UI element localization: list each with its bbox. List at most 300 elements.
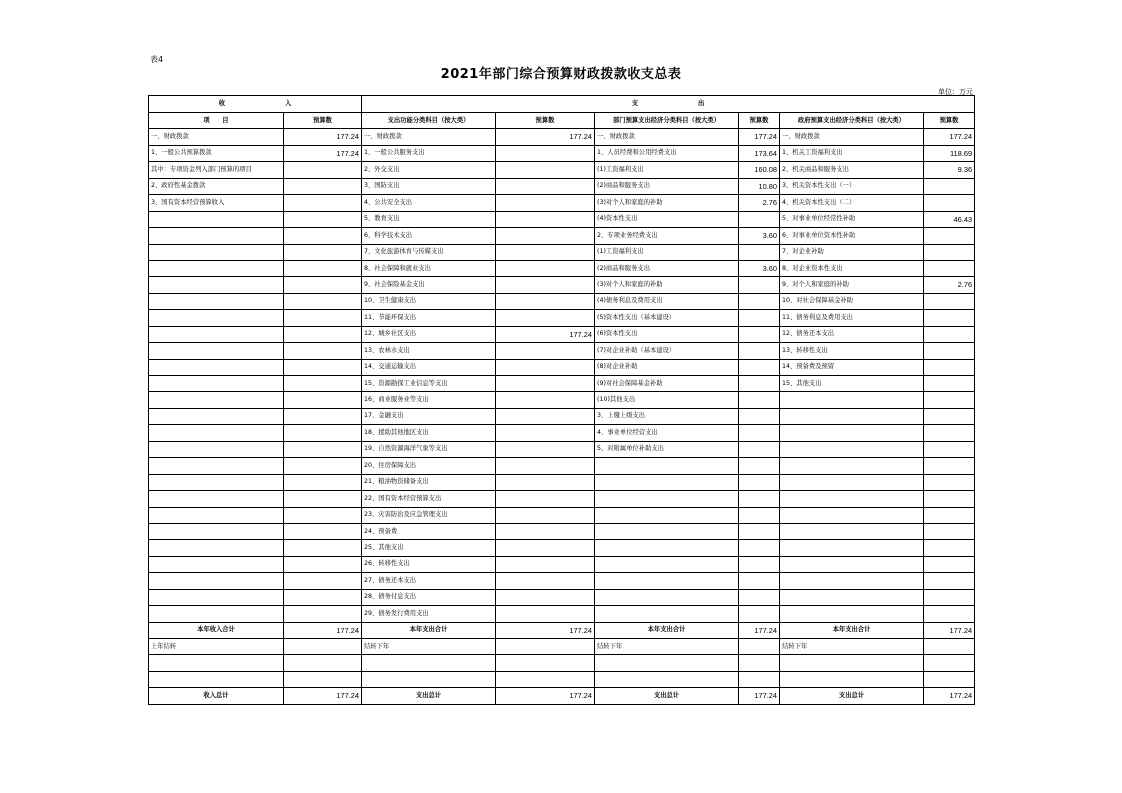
- page-title: 2021年部门综合预算财政拨款收支总表: [440, 67, 682, 82]
- income-item-cell: [149, 474, 284, 490]
- function-amount-cell: [496, 441, 595, 457]
- function-amount-cell: [496, 606, 595, 622]
- function-amount-cell: [496, 655, 595, 671]
- gov-econ-item-cell: [780, 441, 924, 457]
- income-amount-cell: [284, 211, 362, 227]
- gov-econ-item-cell: [780, 589, 924, 605]
- dept-econ-item-cell: [595, 606, 739, 622]
- dept-econ-amount-cell: [739, 589, 780, 605]
- function-amount-cell: [496, 589, 595, 605]
- gov-econ-item-cell: 2、机关商品和服务支出: [780, 162, 924, 178]
- income-amount-cell: [284, 573, 362, 589]
- income-item-cell: [149, 228, 284, 244]
- dept-econ-amount-cell: 160.08: [739, 162, 780, 178]
- gov-econ-item-cell: 13、转移性支出: [780, 343, 924, 359]
- table-row: [149, 589, 975, 605]
- function-amount-cell: [496, 523, 595, 539]
- income-item-cell: [149, 491, 284, 507]
- function-amount-cell: [496, 540, 595, 556]
- dept-econ-amount-cell: 3.60: [739, 228, 780, 244]
- dept-econ-amount-cell: [739, 293, 780, 309]
- group-header-row: [149, 96, 975, 113]
- income-amount-cell: [284, 556, 362, 572]
- table-tag: 表4: [150, 55, 164, 64]
- function-amount-cell: [496, 556, 595, 572]
- gov-econ-amount-cell: [924, 523, 975, 539]
- income-amount-cell: [284, 228, 362, 244]
- function-amount-cell: [496, 343, 595, 359]
- income-item-cell: 3、国有资本经营预算收入: [149, 195, 284, 211]
- dept-econ-amount-cell: [739, 639, 780, 655]
- income-amount-cell: [284, 310, 362, 326]
- function-amount-cell: [496, 162, 595, 178]
- dept-econ-amount-cell: 3.60: [739, 260, 780, 276]
- dept-econ-amount-cell: [739, 458, 780, 474]
- table-row: [149, 244, 975, 260]
- dept-econ-amount-cell: [739, 326, 780, 342]
- income-item-cell: 一、财政拨款: [149, 129, 284, 145]
- column-header: 预算数: [739, 113, 780, 129]
- gov-econ-amount-cell: [924, 293, 975, 309]
- gov-econ-amount-cell: [924, 343, 975, 359]
- income-amount-cell: 177.24: [284, 688, 362, 704]
- dept-econ-item-cell: [595, 507, 739, 523]
- dept-econ-item-cell: (4)债务利息及费用支出: [595, 293, 739, 309]
- gov-econ-item-cell: 15、其他支出: [780, 376, 924, 392]
- dept-econ-amount-cell: 177.24: [739, 129, 780, 145]
- table-row: [149, 343, 975, 359]
- function-amount-cell: [496, 639, 595, 655]
- dept-econ-item-cell: (6)资本性支出: [595, 326, 739, 342]
- function-amount-cell: 177.24: [496, 129, 595, 145]
- income-amount-cell: [284, 507, 362, 523]
- gov-econ-amount-cell: [924, 540, 975, 556]
- gov-econ-amount-cell: [924, 260, 975, 276]
- income-item-cell: [149, 244, 284, 260]
- function-item-cell: 18、援助其他地区支出: [362, 425, 496, 441]
- function-item-cell: 26、转移性支出: [362, 556, 496, 572]
- dept-econ-item-cell: 一、财政拨款: [595, 129, 739, 145]
- column-header: 预算数: [924, 113, 975, 129]
- table-row: [149, 606, 975, 622]
- income-amount-cell: 177.24: [284, 622, 362, 638]
- income-item-cell: 收入总计: [149, 688, 284, 704]
- dept-econ-amount-cell: [739, 540, 780, 556]
- table-row: [149, 523, 975, 539]
- gov-econ-item-cell: [780, 458, 924, 474]
- dept-econ-amount-cell: [739, 244, 780, 260]
- income-group-header: [149, 96, 362, 113]
- gov-econ-amount-cell: 177.24: [924, 688, 975, 704]
- gov-econ-amount-cell: [924, 671, 975, 687]
- gov-econ-item-cell: 7、对企业补助: [780, 244, 924, 260]
- function-item-cell: 22、国有资本经营预算支出: [362, 491, 496, 507]
- dept-econ-item-cell: 1、人员经费和公用经费支出: [595, 145, 739, 161]
- gov-econ-item-cell: 支出总计: [780, 688, 924, 704]
- gov-econ-item-cell: [780, 556, 924, 572]
- income-item-cell: [149, 293, 284, 309]
- income-item-cell: 其中：专项资金列入部门预算的项目: [149, 162, 284, 178]
- column-header: 支出功能分类科目（按大类）: [362, 113, 496, 129]
- dept-econ-amount-cell: [739, 491, 780, 507]
- gov-econ-item-cell: 结转下年: [780, 639, 924, 655]
- income-amount-cell: [284, 441, 362, 457]
- function-amount-cell: [496, 671, 595, 687]
- income-item-cell: [149, 408, 284, 424]
- dept-econ-item-cell: [595, 655, 739, 671]
- budget-table: [148, 95, 975, 705]
- dept-econ-item-cell: (1)工资福利支出: [595, 244, 739, 260]
- income-amount-cell: [284, 392, 362, 408]
- table-row: [149, 556, 975, 572]
- income-item-cell: [149, 671, 284, 687]
- gov-econ-amount-cell: 46.43: [924, 211, 975, 227]
- function-item-cell: 12、城乡社区支出: [362, 326, 496, 342]
- dept-econ-item-cell: (4)资本性支出: [595, 211, 739, 227]
- income-item-cell: 2、政府性基金拨款: [149, 178, 284, 194]
- grand-total-row: [149, 688, 975, 704]
- income-amount-cell: [284, 458, 362, 474]
- gov-econ-amount-cell: [924, 392, 975, 408]
- function-item-cell: 1、一般公共服务支出: [362, 145, 496, 161]
- gov-econ-item-cell: 5、对事业单位经常性补助: [780, 211, 924, 227]
- gov-econ-amount-cell: [924, 556, 975, 572]
- dept-econ-item-cell: [595, 491, 739, 507]
- income-item-cell: [149, 556, 284, 572]
- gov-econ-amount-cell: [924, 228, 975, 244]
- gov-econ-amount-cell: [924, 310, 975, 326]
- income-amount-cell: [284, 293, 362, 309]
- dept-econ-item-cell: (2)商品和服务支出: [595, 178, 739, 194]
- gov-econ-amount-cell: 2.76: [924, 277, 975, 293]
- function-amount-cell: [496, 408, 595, 424]
- dept-econ-item-cell: 支出总计: [595, 688, 739, 704]
- income-item-cell: [149, 343, 284, 359]
- function-amount-cell: [496, 178, 595, 194]
- table-row: [149, 211, 975, 227]
- gov-econ-item-cell: 1、机关工资福利支出: [780, 145, 924, 161]
- function-amount-cell: [496, 310, 595, 326]
- income-amount-cell: [284, 671, 362, 687]
- function-amount-cell: [496, 211, 595, 227]
- table-row: [149, 507, 975, 523]
- function-item-cell: [362, 671, 496, 687]
- table-row: [149, 425, 975, 441]
- dept-econ-item-cell: (2)商品和服务支出: [595, 260, 739, 276]
- income-item-cell: [149, 392, 284, 408]
- gov-econ-item-cell: [780, 425, 924, 441]
- income-item-cell: [149, 458, 284, 474]
- dept-econ-item-cell: 2、专项业务经费支出: [595, 228, 739, 244]
- expense-group-header: [362, 96, 975, 113]
- blank-row: [149, 655, 975, 671]
- gov-econ-item-cell: 9、对个人和家庭的补助: [780, 277, 924, 293]
- income-amount-cell: [284, 178, 362, 194]
- dept-econ-item-cell: [595, 556, 739, 572]
- gov-econ-amount-cell: [924, 573, 975, 589]
- income-amount-cell: [284, 343, 362, 359]
- dept-econ-amount-cell: [739, 671, 780, 687]
- gov-econ-item-cell: 4、机关资本性支出（二）: [780, 195, 924, 211]
- dept-econ-amount-cell: [739, 507, 780, 523]
- table-row: [149, 458, 975, 474]
- dept-econ-amount-cell: 177.24: [739, 622, 780, 638]
- gov-econ-amount-cell: [924, 408, 975, 424]
- table-row: [149, 441, 975, 457]
- annual-total-row: [149, 622, 975, 638]
- table-row: [149, 195, 975, 211]
- income-item-cell: [149, 326, 284, 342]
- function-item-cell: 6、科学技术支出: [362, 228, 496, 244]
- income-amount-cell: [284, 376, 362, 392]
- dept-econ-amount-cell: [739, 310, 780, 326]
- gov-econ-item-cell: [780, 392, 924, 408]
- income-amount-cell: [284, 425, 362, 441]
- dept-econ-item-cell: (9)对社会保障基金补助: [595, 376, 739, 392]
- dept-econ-item-cell: [595, 523, 739, 539]
- dept-econ-item-cell: [595, 671, 739, 687]
- column-header: 政府预算支出经济分类科目（按大类）: [780, 113, 924, 129]
- gov-econ-amount-cell: [924, 441, 975, 457]
- gov-econ-amount-cell: 118.69: [924, 145, 975, 161]
- table-row: [149, 260, 975, 276]
- gov-econ-item-cell: [780, 474, 924, 490]
- function-item-cell: 24、预备费: [362, 523, 496, 539]
- gov-econ-amount-cell: [924, 178, 975, 194]
- dept-econ-item-cell: (8)对企业补助: [595, 359, 739, 375]
- income-amount-cell: [284, 359, 362, 375]
- function-amount-cell: [496, 359, 595, 375]
- income-amount-cell: [284, 606, 362, 622]
- table-row: [149, 392, 975, 408]
- income-item-cell: [149, 540, 284, 556]
- dept-econ-item-cell: [595, 540, 739, 556]
- function-item-cell: 本年支出合计: [362, 622, 496, 638]
- table-row: [149, 178, 975, 194]
- function-item-cell: 16、商业服务业等支出: [362, 392, 496, 408]
- table-row: [149, 277, 975, 293]
- function-item-cell: 27、债务还本支出: [362, 573, 496, 589]
- income-item-cell: 1、一般公共预算拨款: [149, 145, 284, 161]
- gov-econ-amount-cell: 177.24: [924, 622, 975, 638]
- gov-econ-amount-cell: 9.36: [924, 162, 975, 178]
- table-row: [149, 145, 975, 161]
- function-amount-cell: 177.24: [496, 688, 595, 704]
- dept-econ-item-cell: (7)对企业补助（基本建设）: [595, 343, 739, 359]
- income-amount-cell: [284, 195, 362, 211]
- function-item-cell: 11、节能环保支出: [362, 310, 496, 326]
- income-amount-cell: [284, 639, 362, 655]
- gov-econ-amount-cell: [924, 491, 975, 507]
- income-amount-cell: [284, 162, 362, 178]
- gov-econ-item-cell: [780, 507, 924, 523]
- dept-econ-amount-cell: [739, 425, 780, 441]
- income-amount-cell: [284, 523, 362, 539]
- table-row: [149, 359, 975, 375]
- dept-econ-amount-cell: [739, 474, 780, 490]
- gov-econ-item-cell: 本年支出合计: [780, 622, 924, 638]
- function-amount-cell: [496, 573, 595, 589]
- dept-econ-item-cell: (1)工资福利支出: [595, 162, 739, 178]
- income-item-cell: [149, 589, 284, 605]
- dept-econ-amount-cell: [739, 408, 780, 424]
- gov-econ-item-cell: [780, 523, 924, 539]
- function-amount-cell: [496, 244, 595, 260]
- function-item-cell: 25、其他支出: [362, 540, 496, 556]
- gov-econ-amount-cell: [924, 458, 975, 474]
- function-item-cell: 10、卫生健康支出: [362, 293, 496, 309]
- gov-econ-item-cell: [780, 573, 924, 589]
- dept-econ-amount-cell: [739, 376, 780, 392]
- function-amount-cell: [496, 376, 595, 392]
- table-row: [149, 129, 975, 145]
- gov-econ-amount-cell: [924, 589, 975, 605]
- dept-econ-amount-cell: [739, 606, 780, 622]
- dept-econ-item-cell: [595, 573, 739, 589]
- function-amount-cell: [496, 425, 595, 441]
- income-amount-cell: [284, 655, 362, 671]
- gov-econ-amount-cell: [924, 474, 975, 490]
- income-label-b: 入: [285, 99, 292, 107]
- income-item-cell: [149, 507, 284, 523]
- table-row: [149, 491, 975, 507]
- function-item-cell: 一、财政拨款: [362, 129, 496, 145]
- dept-econ-item-cell: (10)其他支出: [595, 392, 739, 408]
- dept-econ-item-cell: 本年支出合计: [595, 622, 739, 638]
- function-amount-cell: [496, 474, 595, 490]
- function-item-cell: 14、交通运输支出: [362, 359, 496, 375]
- function-amount-cell: 177.24: [496, 622, 595, 638]
- function-item-cell: 3、国防支出: [362, 178, 496, 194]
- dept-econ-item-cell: 3、上缴上级支出: [595, 408, 739, 424]
- function-item-cell: 21、粮油物资储备支出: [362, 474, 496, 490]
- gov-econ-amount-cell: [924, 655, 975, 671]
- gov-econ-item-cell: 11、债务利息及费用支出: [780, 310, 924, 326]
- income-item-cell: [149, 359, 284, 375]
- table-row: [149, 474, 975, 490]
- income-item-cell: [149, 310, 284, 326]
- income-amount-cell: [284, 491, 362, 507]
- gov-econ-amount-cell: [924, 195, 975, 211]
- gov-econ-item-cell: 6、对事业单位资本性补助: [780, 228, 924, 244]
- function-amount-cell: 177.24: [496, 326, 595, 342]
- dept-econ-amount-cell: [739, 277, 780, 293]
- function-item-cell: 结转下年: [362, 639, 496, 655]
- function-item-cell: 4、公共安全支出: [362, 195, 496, 211]
- gov-econ-item-cell: 3、机关资本性支出（一）: [780, 178, 924, 194]
- income-item-cell: [149, 606, 284, 622]
- function-amount-cell: [496, 228, 595, 244]
- blank-row: [149, 671, 975, 687]
- column-header-row: [149, 113, 975, 129]
- function-item-cell: 29、债务发行费用支出: [362, 606, 496, 622]
- gov-econ-item-cell: 12、债务还本支出: [780, 326, 924, 342]
- dept-econ-amount-cell: [739, 523, 780, 539]
- gov-econ-item-cell: [780, 540, 924, 556]
- gov-econ-amount-cell: [924, 606, 975, 622]
- dept-econ-item-cell: [595, 474, 739, 490]
- table-row: [149, 326, 975, 342]
- dept-econ-item-cell: [595, 458, 739, 474]
- table-row: [149, 540, 975, 556]
- function-item-cell: 20、住房保障支出: [362, 458, 496, 474]
- dept-econ-amount-cell: [739, 343, 780, 359]
- dept-econ-amount-cell: [739, 556, 780, 572]
- dept-econ-item-cell: (3)对个人和家庭的补助: [595, 195, 739, 211]
- income-item-cell: [149, 523, 284, 539]
- function-item-cell: [362, 655, 496, 671]
- dept-econ-item-cell: (5)资本性支出（基本建设）: [595, 310, 739, 326]
- gov-econ-amount-cell: [924, 359, 975, 375]
- table-row: [149, 376, 975, 392]
- dept-econ-amount-cell: [739, 211, 780, 227]
- dept-econ-amount-cell: [739, 359, 780, 375]
- table-row: [149, 573, 975, 589]
- income-item-cell: [149, 376, 284, 392]
- dept-econ-item-cell: [595, 589, 739, 605]
- income-amount-cell: [284, 408, 362, 424]
- gov-econ-amount-cell: [924, 326, 975, 342]
- table-row: [149, 162, 975, 178]
- table-row: [149, 310, 975, 326]
- expense-label-b: 出: [698, 99, 705, 107]
- function-item-cell: 7、文化旅游体育与传媒支出: [362, 244, 496, 260]
- dept-econ-amount-cell: [739, 441, 780, 457]
- function-item-cell: 9、社会保险基金支出: [362, 277, 496, 293]
- income-item-cell: [149, 211, 284, 227]
- dept-econ-amount-cell: [739, 392, 780, 408]
- income-item-cell: 上年结转: [149, 639, 284, 655]
- function-amount-cell: [496, 458, 595, 474]
- function-item-cell: 23、灾害防治及应急管理支出: [362, 507, 496, 523]
- function-item-cell: 19、自然资源海洋气象等支出: [362, 441, 496, 457]
- unit-label: 单位：万元: [938, 88, 973, 96]
- income-item-cell: [149, 441, 284, 457]
- dept-econ-amount-cell: 2.76: [739, 195, 780, 211]
- gov-econ-amount-cell: 177.24: [924, 129, 975, 145]
- income-amount-cell: [284, 260, 362, 276]
- gov-econ-amount-cell: [924, 244, 975, 260]
- dept-econ-amount-cell: [739, 573, 780, 589]
- income-amount-cell: [284, 326, 362, 342]
- income-amount-cell: [284, 589, 362, 605]
- gov-econ-item-cell: 10、对社会保障基金补助: [780, 293, 924, 309]
- function-amount-cell: [496, 260, 595, 276]
- gov-econ-item-cell: 8、对企业资本性支出: [780, 260, 924, 276]
- income-item-cell: 本年收入合计: [149, 622, 284, 638]
- income-item-cell: [149, 260, 284, 276]
- gov-econ-item-cell: 一、财政拨款: [780, 129, 924, 145]
- dept-econ-item-cell: 结转下年: [595, 639, 739, 655]
- income-amount-cell: 177.24: [284, 145, 362, 161]
- carry-over-row: [149, 639, 975, 655]
- column-header: 预算数: [496, 113, 595, 129]
- function-amount-cell: [496, 277, 595, 293]
- gov-econ-item-cell: [780, 491, 924, 507]
- dept-econ-item-cell: 4、事业单位经营支出: [595, 425, 739, 441]
- function-item-cell: 28、债务付息支出: [362, 589, 496, 605]
- table-row: [149, 228, 975, 244]
- income-amount-cell: [284, 244, 362, 260]
- dept-econ-amount-cell: [739, 655, 780, 671]
- table-row: [149, 293, 975, 309]
- function-amount-cell: [496, 491, 595, 507]
- column-header: 部门预算支出经济分类科目（按大类）: [595, 113, 739, 129]
- function-amount-cell: [496, 392, 595, 408]
- dept-econ-amount-cell: 173.64: [739, 145, 780, 161]
- function-amount-cell: [496, 293, 595, 309]
- gov-econ-amount-cell: [924, 639, 975, 655]
